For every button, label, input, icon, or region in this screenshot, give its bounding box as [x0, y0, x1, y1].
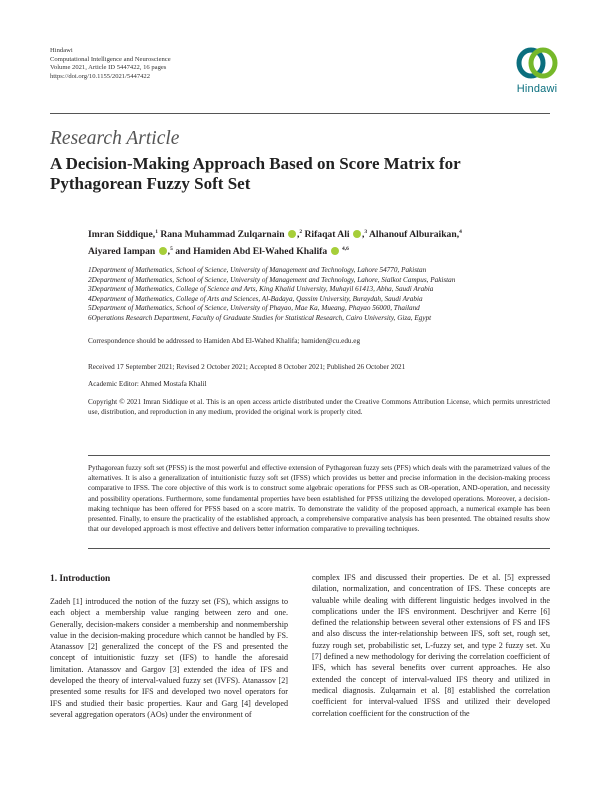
correspondence: Correspondence should be addressed to Hamiden Abd El-Wahed Khalifa; hamiden@cu.edu.eg	[88, 337, 361, 345]
copyright-notice: Copyright © 2021 Imran Siddique et al. This is an open access article distributed under the Creative Commons Attribution License, which permits unrestricted use, distribution, and reproduction in any medium, provided the original work is properly cited.	[88, 398, 550, 416]
authors-line-2: Aiyared Iampan ,$^5$ and Hamiden Abd El-Wahed Khalifa $^{4,6}$	[88, 246, 349, 257]
header-divider	[50, 113, 550, 114]
affiliation-item: 1Department of Mathematics, School of Science, University of Management and Technology, Lahore 54770, Pakistan	[88, 266, 427, 274]
orcid-icon[interactable]	[331, 247, 339, 255]
affiliations	[88, 266, 558, 324]
abstract-divider-bottom	[88, 548, 550, 549]
article-title: A Decision-Making Approach Based on Score Matrix for Pythagorean Fuzzy Soft Set	[50, 154, 461, 193]
affiliation-item: 3Department of Mathematics, College of Science and Arts, King Khalid University, Muhayil 61413, Abha, Saudi Arabia	[88, 285, 434, 294]
hindawi-logo-icon	[514, 44, 560, 82]
body-column-left	[50, 574, 288, 720]
body-paragraph: complex IFS and discussed their properties. De et al. [5] expressed dilation, normalization, and concentration of IFS. These concepts are valuable while dealing with different linguistic hedges involved in the complications under the IFS environment. Deschrijver and Kerre [6] defined the relationship between several other extensions of FS and IFS and also discuss the inter-relationship between IFS, soft set, rough set, fuzzy rough set, probabilistic set, L-fuzzy set, and type 2 fuzzy set. Xu [7] defined a new methodology for deriving the correlation coefficient of IFS, which has several benefits over current approaches. He also extended the concept of interval-valued IFS theory and utilized in medical diagnosis. Zulqarnain et al. [8] established the correlation coefficient for interval-valued IFSS and utilized their developed correlation coefficient for the construction of the	[312, 573, 550, 718]
hindawi-logo	[502, 44, 572, 106]
publisher-name: Hindawi	[50, 47, 73, 54]
journal-header	[50, 47, 171, 81]
logo-wordmark: Hindawi	[516, 83, 558, 95]
article-type: Research Article	[50, 128, 180, 149]
affiliation-item: 5Department of Mathematics, School of Science, University of Phayao, Mae Ka, Mueang, Phayao 56000, Thailand	[88, 304, 420, 313]
author-list	[88, 226, 558, 260]
affiliation-item: 2Department of Mathematics, School of Science, University of Management and Technology, Lahore, Sialkot Campus, Pakistan	[88, 275, 456, 284]
section-heading: 1. Introduction	[50, 574, 111, 584]
affiliation-item: 6Operations Research Department, Faculty of Graduate Studies for Statistical Research, Cairo University, Giza, Egypt	[88, 313, 432, 322]
article-dates: Received 17 September 2021; Revised 2 October 2021; Accepted 8 October 2021; Published 26 October 2021	[88, 363, 406, 371]
affiliation-item: 4Department of Mathematics, College of Arts and Sciences, Al-Badaya, Qassim University, Buraydah, Saudi Arabia	[88, 294, 423, 303]
academic-editor: Academic Editor: Ahmed Mostafa Khalil	[88, 380, 207, 388]
doi-link[interactable]: https://doi.org/10.1155/2021/5447422	[50, 72, 151, 80]
orcid-icon[interactable]	[353, 230, 361, 238]
orcid-icon[interactable]	[159, 247, 167, 255]
journal-name: Computational Intelligence and Neuroscience	[50, 55, 171, 63]
volume-info: Volume 2021, Article ID 5447422, 16 pages	[50, 64, 167, 72]
body-paragraph: Zadeh [1] introduced the notion of the fuzzy set (FS), which assigns to each object a membership value ranging between zero and one. Generally, decision-makers consider a membership and nonmembership value in the decision-making procedure which cannot be handled by FS. Atanassov [2] generalized the concept of the FS and presented the concept of intuitionistic fuzzy set (IFS) to handle the aforesaid limitation. Atanassov and Gargov [3] extended the idea of IFS and developed the theory of interval-valued fuzzy set (IVFS). Atanassov [2] presented some results for IFS and developed two novel operators for IFS and studied their basic properties. Kaur and Garg [4] developed several aggregation operators (AOs) under the environment of	[50, 597, 288, 719]
body-column-right	[312, 572, 550, 719]
abstract-divider-top	[88, 455, 550, 456]
orcid-icon[interactable]	[288, 230, 296, 238]
abstract: Pythagorean fuzzy soft set (PFSS) is the most powerful and effective extension of Pythagorean fuzzy sets (PFS) which deals with the parametrized values of the alternatives. It is also a generalization of intuitionistic fuzzy soft set (IFSS) which provides us better and precise information in the decision-making process comparative to IFSS. The core objective of this work is to construct some algebraic operations for PFSS such as OR-operation, AND-operation, and necessity and possibility operations. Furthermore, some fundamental properties have been established for PFSS utilizing the developed operations. Moreover, a decision-making technique has been offered for PFSS based on a score matrix. To demonstrate the validity of the proposed approach, a numerical example has been presented. Finally, to ensure the practicality of the established approach, a comprehensive comparative analysis has been presented. The obtained results show that our developed approach is most effective and delivers better information comparative to prevailing techniques.	[88, 464, 550, 534]
authors-line-1: Imran Siddique,$^1$ Rana Muhammad Zulqarnain ,$^2$ Rifaqat Ali ,$^3$ Alhanouf Alburaikan,$^4$	[88, 229, 462, 240]
